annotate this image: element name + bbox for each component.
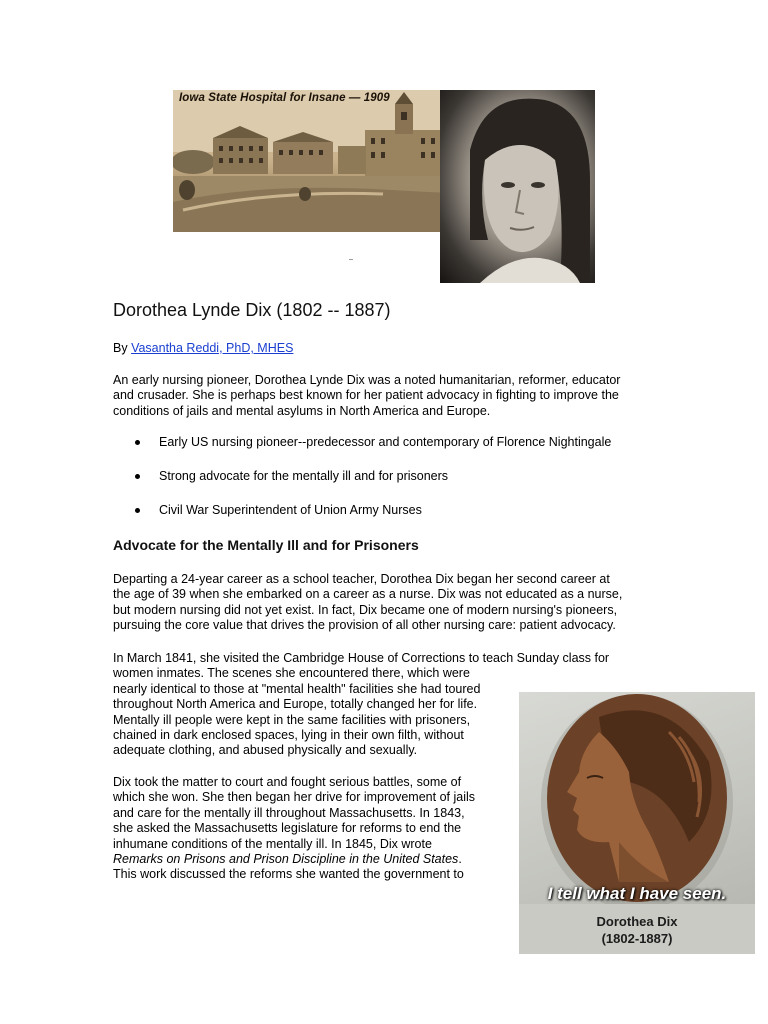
paragraph-line: nearly identical to those at "mental health" facilities she had toured [113,681,481,696]
paragraph-line: Departing a 24-year career as a school teacher, Dorothea Dix began her second career at [113,572,610,586]
intro-paragraph [113,373,653,419]
list-item: Civil War Superintendent of Union Army Nurses [135,502,611,536]
list-item: Strong advocate for the mentally ill and for prisoners [135,468,611,502]
paragraph-career [113,572,653,634]
side-quote: I tell what I have seen. [547,884,727,903]
hero-image [173,90,595,283]
side-name: Dorothea Dix [596,914,678,929]
paragraph-line: inhumane conditions of the mentally ill. In 1845, Dix wrote [113,836,432,851]
paragraph-line: adequate clothing, and abused physically and sexually. [113,743,418,758]
list-item: Early US nursing pioneer--predecessor and contemporary of Florence Nightingale [135,434,611,468]
paragraph-line: pursuing the core value that drives the provision of all other nursing care: patient advocacy. [113,618,616,633]
paragraph-line: but modern nursing did not yet exist. In fact, Dix became one of modern nursing's pioneers, [113,602,618,617]
book-title: Remarks on Prisons and Prison Discipline in the United States [113,852,459,867]
paragraph-line [113,852,503,867]
intro-line: and crusader. She is perhaps best known for her patient advocacy in fighting to improve the [113,388,619,403]
byline [113,341,293,355]
paragraph-line: This work discussed the reforms she wanted the government to [113,867,464,882]
highlights-list [135,434,611,536]
paragraph-line: women inmates. The scenes she encountered there, which were [113,666,470,681]
paragraph-line: she asked the Massachusetts legislature for reforms to end the [113,821,462,836]
intro-line: An early nursing pioneer, Dorothea Lynde Dix was a noted humanitarian, reformer, educator [113,373,621,387]
paragraph-line: which she won. She then began her drive for improvement of jails [113,790,475,805]
dix-portrait [440,90,595,283]
paragraph-line: In March 1841, she visited the Cambridge House of Corrections to teach Sunday class for [113,651,610,665]
byline-prefix: By [113,341,132,355]
portrait-illustration [440,90,595,283]
paragraph-court [113,775,503,883]
paragraph-line: Mentally ill people were kept in the same facilities with prisoners, [113,712,471,727]
side-years: (1802-1887) [601,931,673,946]
side-caption [519,913,755,947]
author-link[interactable]: Vasantha Reddi, PhD, MHES [131,341,294,355]
paragraph-line: and care for the mentally ill throughout Massachusetts. In 1843, [113,805,465,820]
paragraph-line: the age of 39 when she embarked on a career as a nurse. Dix was not educated as a nurse, [113,587,623,602]
punctuation: . [458,852,462,867]
hospital-illustration [173,90,473,232]
dix-bust-image [519,692,755,954]
page-title: Dorothea Lynde Dix (1802 -- 1887) [113,300,391,320]
hero-divider-mark [349,259,353,260]
section-heading: Advocate for the Mentally Ill and for Prisoners [113,537,419,553]
hospital-photo [173,90,473,232]
hero-caption: Iowa State Hospital for Insane — 1909 [179,92,390,104]
paragraph-line: throughout North America and Europe, totally changed her for life. [113,697,478,712]
paragraph-line: chained in dark enclosed spaces, lying in their own filth, without [113,728,464,743]
intro-line: conditions of jails and mental asylums in North America and Europe. [113,403,491,418]
paragraph-line: Dix took the matter to court and fought serious battles, some of [113,775,462,789]
